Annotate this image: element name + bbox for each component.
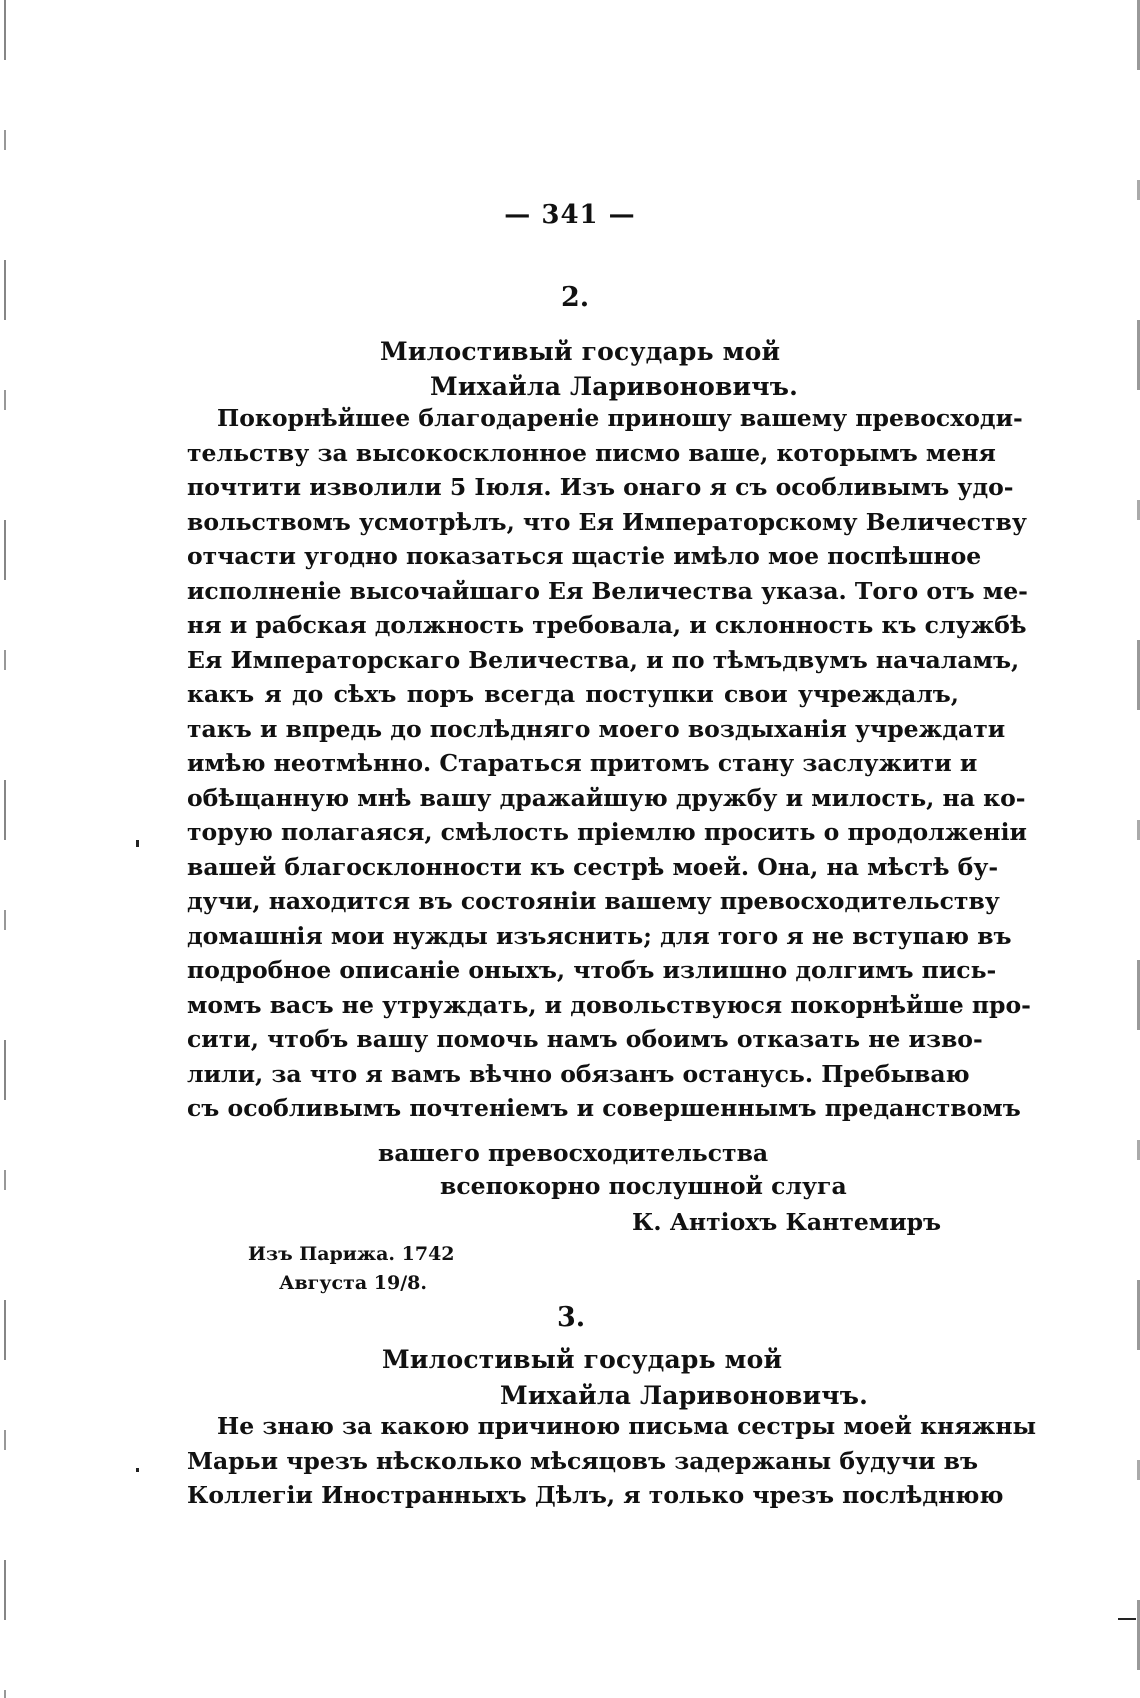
- body-line: сити, чтобъ вашу помочь намъ обоимъ отказать не изво-: [187, 1025, 983, 1053]
- letter-3-salutation-line-2: Михайла Ларивоновичъ.: [500, 1381, 869, 1410]
- body-line: имѣю неотмѣнно. Стараться притомъ стану заслужити и: [187, 749, 978, 777]
- body-line: лили, за что я вамъ вѣчно обязанъ останусь. Пребываю: [187, 1059, 970, 1088]
- letter-3-body: [187, 1409, 1037, 1513]
- page-number: — 341 —: [504, 200, 636, 230]
- body-line: Не знаю за какою причиною письма сестры моей княжны: [217, 1412, 1037, 1440]
- letter-date: Августа 19/8.: [279, 1272, 427, 1294]
- body-line: момъ васъ не утруждать, и довольствуюся покорнѣйше про-: [187, 990, 1031, 1019]
- body-line: торую полагаяся, смѣлость пріемлю просить о продолженіи: [187, 818, 1027, 846]
- body-line: ня и рабская должность требовала, и склонность къ службѣ: [187, 611, 1027, 639]
- letter-3-number: 3.: [557, 1302, 586, 1333]
- body-line: почтити изволили 5 Іюля. Изъ онаго я съ особливымъ удо-: [187, 473, 1014, 501]
- closing-line-1: вашего превосходительства: [378, 1139, 769, 1167]
- body-line: Покорнѣйшее благодареніе приношу вашему превосходи-: [217, 404, 1023, 432]
- body-line: вольствомъ усмотрѣлъ, что Ея Императорскому Величеству: [187, 507, 1027, 536]
- body-line: обѣщанную мнѣ вашу дражайшую дружбу и милость, на ко-: [187, 783, 1026, 812]
- body-line: тельству за высокосклонное писмо ваше, которымъ меня: [187, 438, 996, 467]
- letter-2-number: 2.: [561, 282, 590, 313]
- body-line: отчасти угодно показаться щастіе имѣло мое поспѣшное: [187, 542, 982, 570]
- body-line: вашей благосклонности къ сестрѣ моей. Она, на мѣстѣ бу-: [187, 852, 999, 881]
- scan-edge-left: [4, 0, 6, 1698]
- closing-line-2: всепокорно послушной слуга: [440, 1172, 847, 1200]
- body-line: съ особливымъ почтеніемъ и совершеннымъ преданствомъ: [187, 1094, 1021, 1122]
- body-line: дучи, находится въ состояніи вашему превосходительству: [187, 887, 1000, 915]
- letter-2-salutation-line-2: Михайла Ларивоновичъ.: [430, 372, 799, 401]
- signature: К. Антіохъ Кантемиръ: [632, 1208, 942, 1236]
- body-line: такъ и впредь до послѣдняго моего воздыханія учреждати: [187, 714, 1006, 743]
- letter-3-salutation-line-1: Милостивый государь мой: [382, 1345, 783, 1374]
- letter-2-body: [187, 401, 1031, 1126]
- body-line: Коллегіи Иностранныхъ Дѣлъ, я только чрезъ послѣднюю: [187, 1481, 1004, 1509]
- body-line: подробное описаніе оныхъ, чтобъ излишно долгимъ пись-: [187, 956, 997, 984]
- margin-mark: [136, 840, 139, 847]
- body-line: Марьи чрезъ нѣсколько мѣсяцовъ задержаны будучи въ: [187, 1446, 978, 1475]
- margin-mark: [136, 1468, 139, 1472]
- body-line: Ея Императорскаго Величества, и по тѣмъдвумъ началамъ,: [187, 645, 1020, 674]
- margin-mark: [1118, 1618, 1136, 1620]
- letter-place: Изъ Парижа. 1742: [248, 1243, 455, 1265]
- letter-2-salutation-line-1: Милостивый государь мой: [380, 337, 781, 366]
- body-line: исполненіе высочайшаго Ея Величества указа. Того отъ ме-: [187, 576, 1028, 605]
- body-line: домашнія мои нужды изъяснить; для того я не вступаю въ: [187, 921, 1012, 950]
- body-line: какъ я до сѣхъ поръ всегда поступки свои учреждалъ,: [187, 680, 959, 708]
